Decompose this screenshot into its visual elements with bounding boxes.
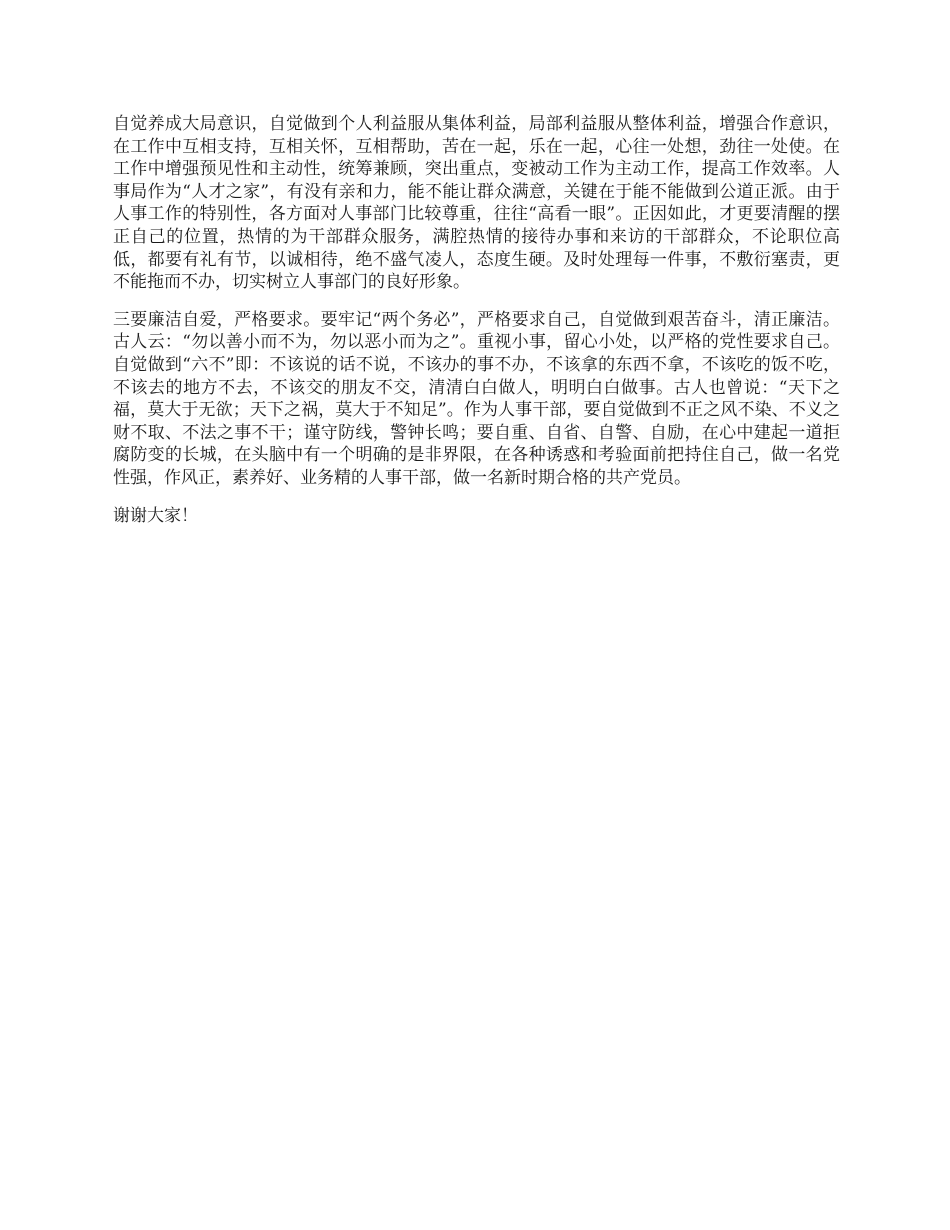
paragraph-integrity: 三要廉洁自爱，严格要求。要牢记“两个务必”，严格要求自己，自觉做到艰苦奋斗，清正廉洁。古人云：“勿以善小而不为，勿以恶小而为之”。重视小事，留心小处，以严格的党性要求自己。自觉做到“六不”即：不该说的话不说，不该办的事不办，不该拿的东西不拿，不该吃的饭不吃，不该去的地方不去，不该交的朋友不交，清清白白做人，明明白白做事。古人也曾说：“天下之福，莫大于无欲；天下之祸，莫大于不知足”。作为人事干部，要自觉做到不正之风不染、不义之财不取、不法之事不干；谨守防线，警钟长鸣；要自重、自省、自警、自励，在心中建起一道拒腐防变的长城，在头脑中有一个明确的是非界限，在各种诱惑和考验面前把持住自己，做一名党性强，作风正，素养好、业务精的人事干部，做一名新时期合格的共产党员。 [113,309,840,488]
document-page [113,113,840,542]
paragraph-closing: 谢谢大家！ [113,505,198,526]
paragraph-teamwork: 自觉养成大局意识，自觉做到个人利益服从集体利益，局部利益服从整体利益，增强合作意识，在工作中互相支持，互相关怀，互相帮助，苦在一起，乐在一起，心往一处想，劲往一处使。在工作中增强预见性和主动性，统筹兼顾，突出重点，变被动工作为主动工作，提高工作效率。人事局作为“人才之家”，有没有亲和力，能不能让群众满意，关键在于能不能做到公道正派。由于人事工作的特别性，各方面对人事部门比较尊重，往往“高看一眼”。正因如此，才更要清醒的摆正自己的位置，热情的为干部群众服务，满腔热情的接待办事和来访的干部群众，不论职位高低，都要有礼有节，以诚相待，绝不盛气凌人，态度生硬。及时处理每一件事，不敷衍塞责，更不能拖而不办，切实树立人事部门的良好形象。 [113,114,840,293]
